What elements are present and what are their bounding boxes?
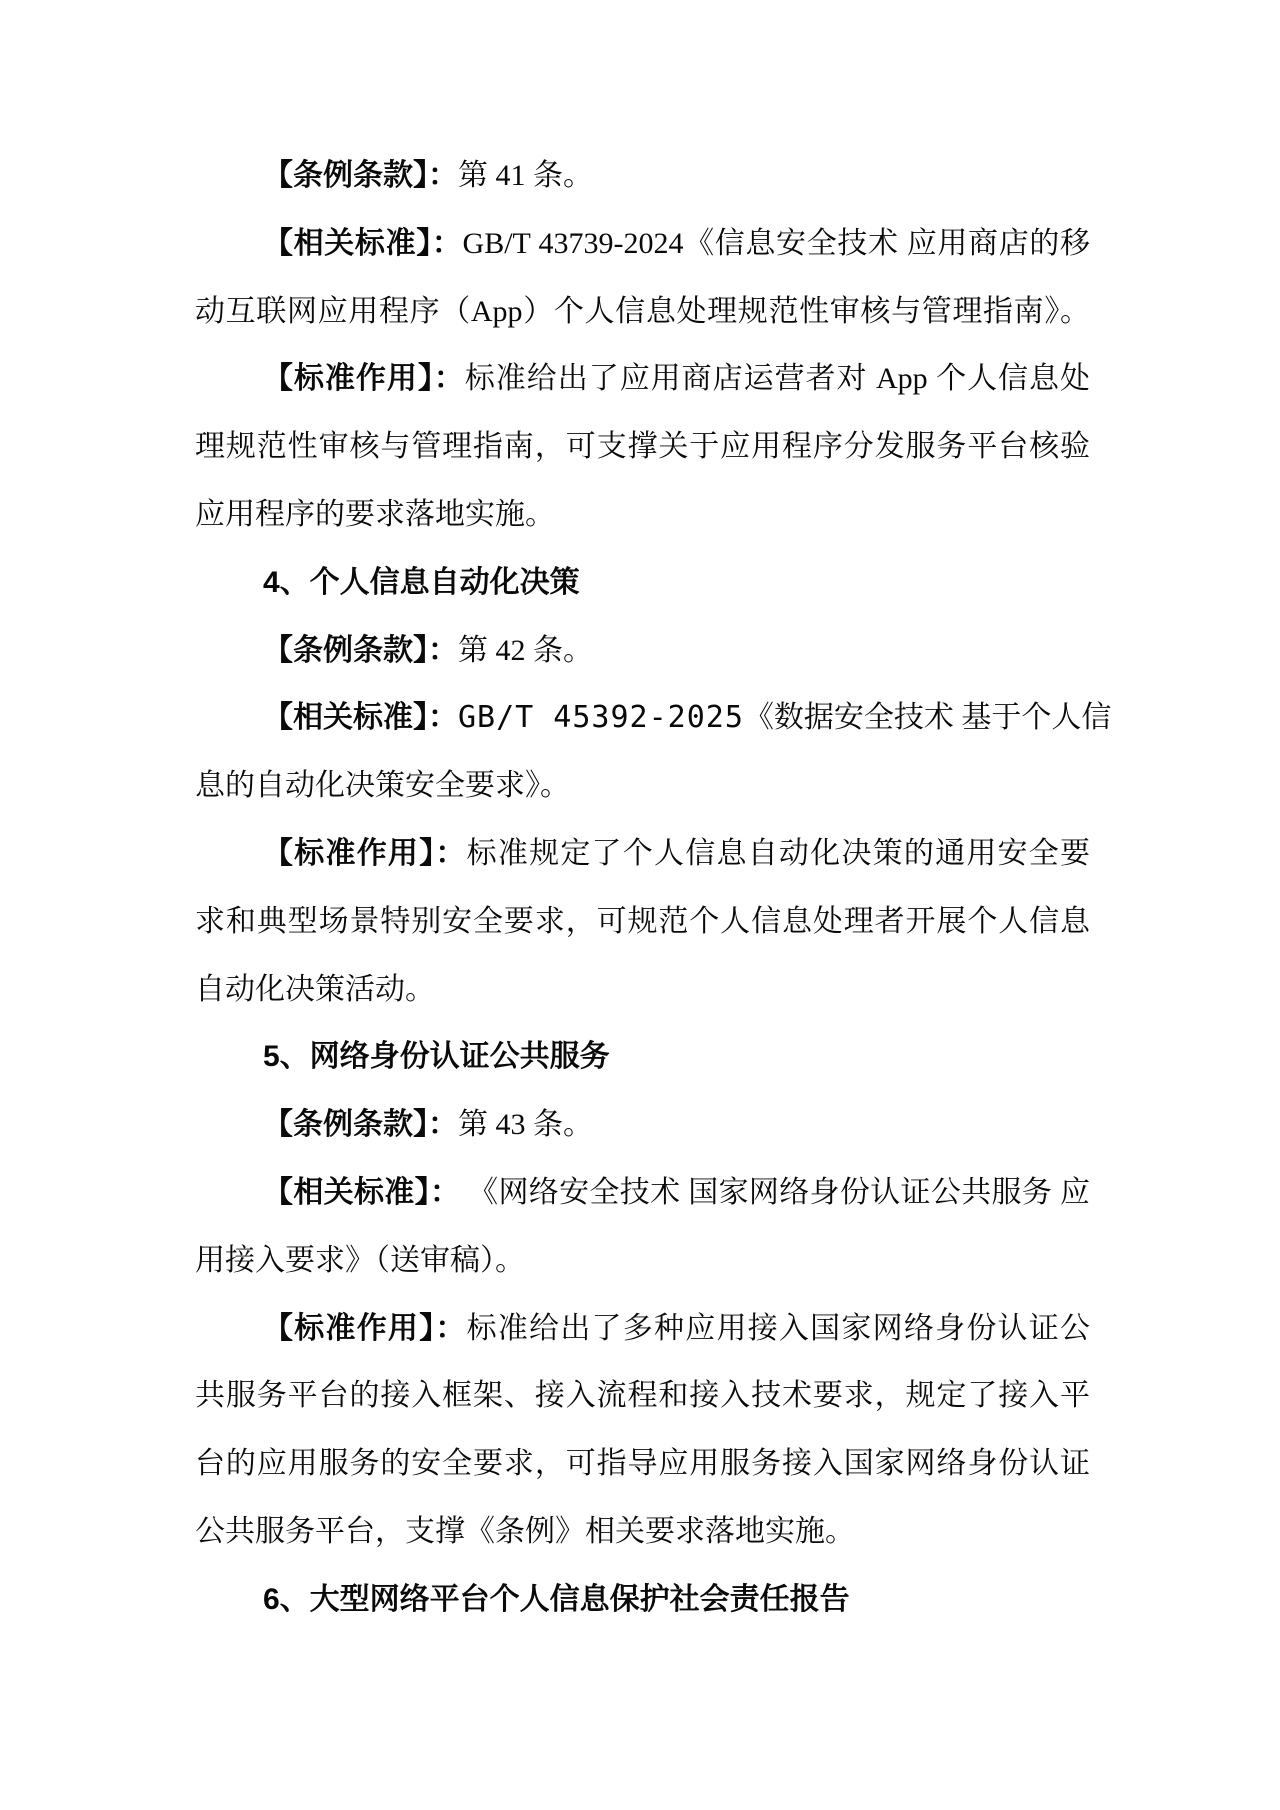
text-line: [195, 1091, 1090, 1159]
body-text: 应用程序的要求落地实施。: [195, 497, 555, 531]
heading-text: 6、大型网络平台个人信息保护社会责任报告: [263, 1582, 850, 1616]
bracket-label: 【条例条款】：: [263, 1108, 458, 1142]
body-text: 第 41 条。: [458, 159, 593, 192]
bracket-label: 【标准作用】：: [263, 836, 467, 870]
body-text: 共服务平台的接入框架、接入流程和接入技术要求，规定了接入平: [195, 1379, 1090, 1413]
text-line: [195, 1362, 1090, 1430]
body-text: 第 43 条。: [458, 1108, 593, 1142]
heading-text: 4、个人信息自动化决策: [263, 565, 580, 599]
text-line: [195, 1227, 1090, 1295]
text-line: [195, 142, 1090, 210]
text-line: [195, 413, 1090, 481]
body-text: 用接入要求》（送审稿）。: [195, 1243, 525, 1277]
text-line: [195, 1498, 1090, 1566]
bracket-label: 【相关标准】：: [263, 226, 463, 260]
body-text: 理规范性审核与管理指南，可支撑关于应用程序分发服务平台核验: [195, 430, 1090, 464]
heading-text: 5、网络身份认证公共服务: [263, 1040, 610, 1074]
text-line: [195, 345, 1090, 413]
bracket-label: 【相关标准】：: [263, 1175, 461, 1209]
bracket-label: 【条例条款】：: [263, 159, 458, 192]
body-text: 自动化决策活动。: [195, 972, 435, 1006]
document-body: [195, 142, 1112, 1634]
body-text: 公共服务平台，支撑《条例》相关要求落地实施。: [195, 1514, 855, 1548]
text-line: [195, 210, 1090, 278]
text-line: [195, 278, 1090, 346]
text-line: [195, 1295, 1090, 1363]
bracket-label: 【条例条款】：: [263, 633, 458, 667]
body-text: 标准给出了多种应用接入国家网络身份认证公: [466, 1311, 1091, 1345]
text-line: [195, 752, 1090, 820]
body-text: 《数据安全技术 基于个人信: [743, 701, 1112, 735]
body-text: 标准规定了个人信息自动化决策的通用安全要: [466, 836, 1091, 870]
bracket-label: 【相关标准】：: [263, 701, 458, 735]
standard-number-text: GB/T 45392-2025: [458, 700, 744, 736]
body-text: 息的自动化决策安全要求》。: [195, 769, 570, 803]
body-text: GB/T 43739-2024《信息安全技术 应用商店的移: [462, 226, 1090, 260]
body-text: 《网络安全技术 国家网络身份认证公共服务 应: [460, 1175, 1091, 1209]
section-heading-4: [195, 549, 1090, 617]
body-text: 求和典型场景特别安全要求，可规范个人信息处理者开展个人信息: [195, 904, 1090, 938]
text-line: [195, 820, 1090, 888]
section-heading-5: [195, 1023, 1090, 1091]
text-line: [195, 956, 1090, 1024]
bracket-label: 【标准作用】：: [263, 1311, 467, 1345]
text-line: [195, 1159, 1090, 1227]
body-text: 动互联网应用程序（App）个人信息处理规范性审核与管理指南》。: [195, 294, 1090, 328]
body-text: 第 42 条。: [458, 633, 593, 667]
text-line: [195, 481, 1090, 549]
body-text: 台的应用服务的安全要求，可指导应用服务接入国家网络身份认证: [195, 1447, 1090, 1481]
body-text: 标准给出了应用商店运营者对 App 个人信息处: [464, 362, 1091, 396]
text-line: [195, 888, 1090, 956]
text-line: [195, 617, 1090, 685]
text-line: [195, 684, 1112, 752]
text-line: [195, 1430, 1090, 1498]
bracket-label: 【标准作用】：: [263, 362, 465, 396]
section-heading-6: [195, 1566, 1090, 1634]
